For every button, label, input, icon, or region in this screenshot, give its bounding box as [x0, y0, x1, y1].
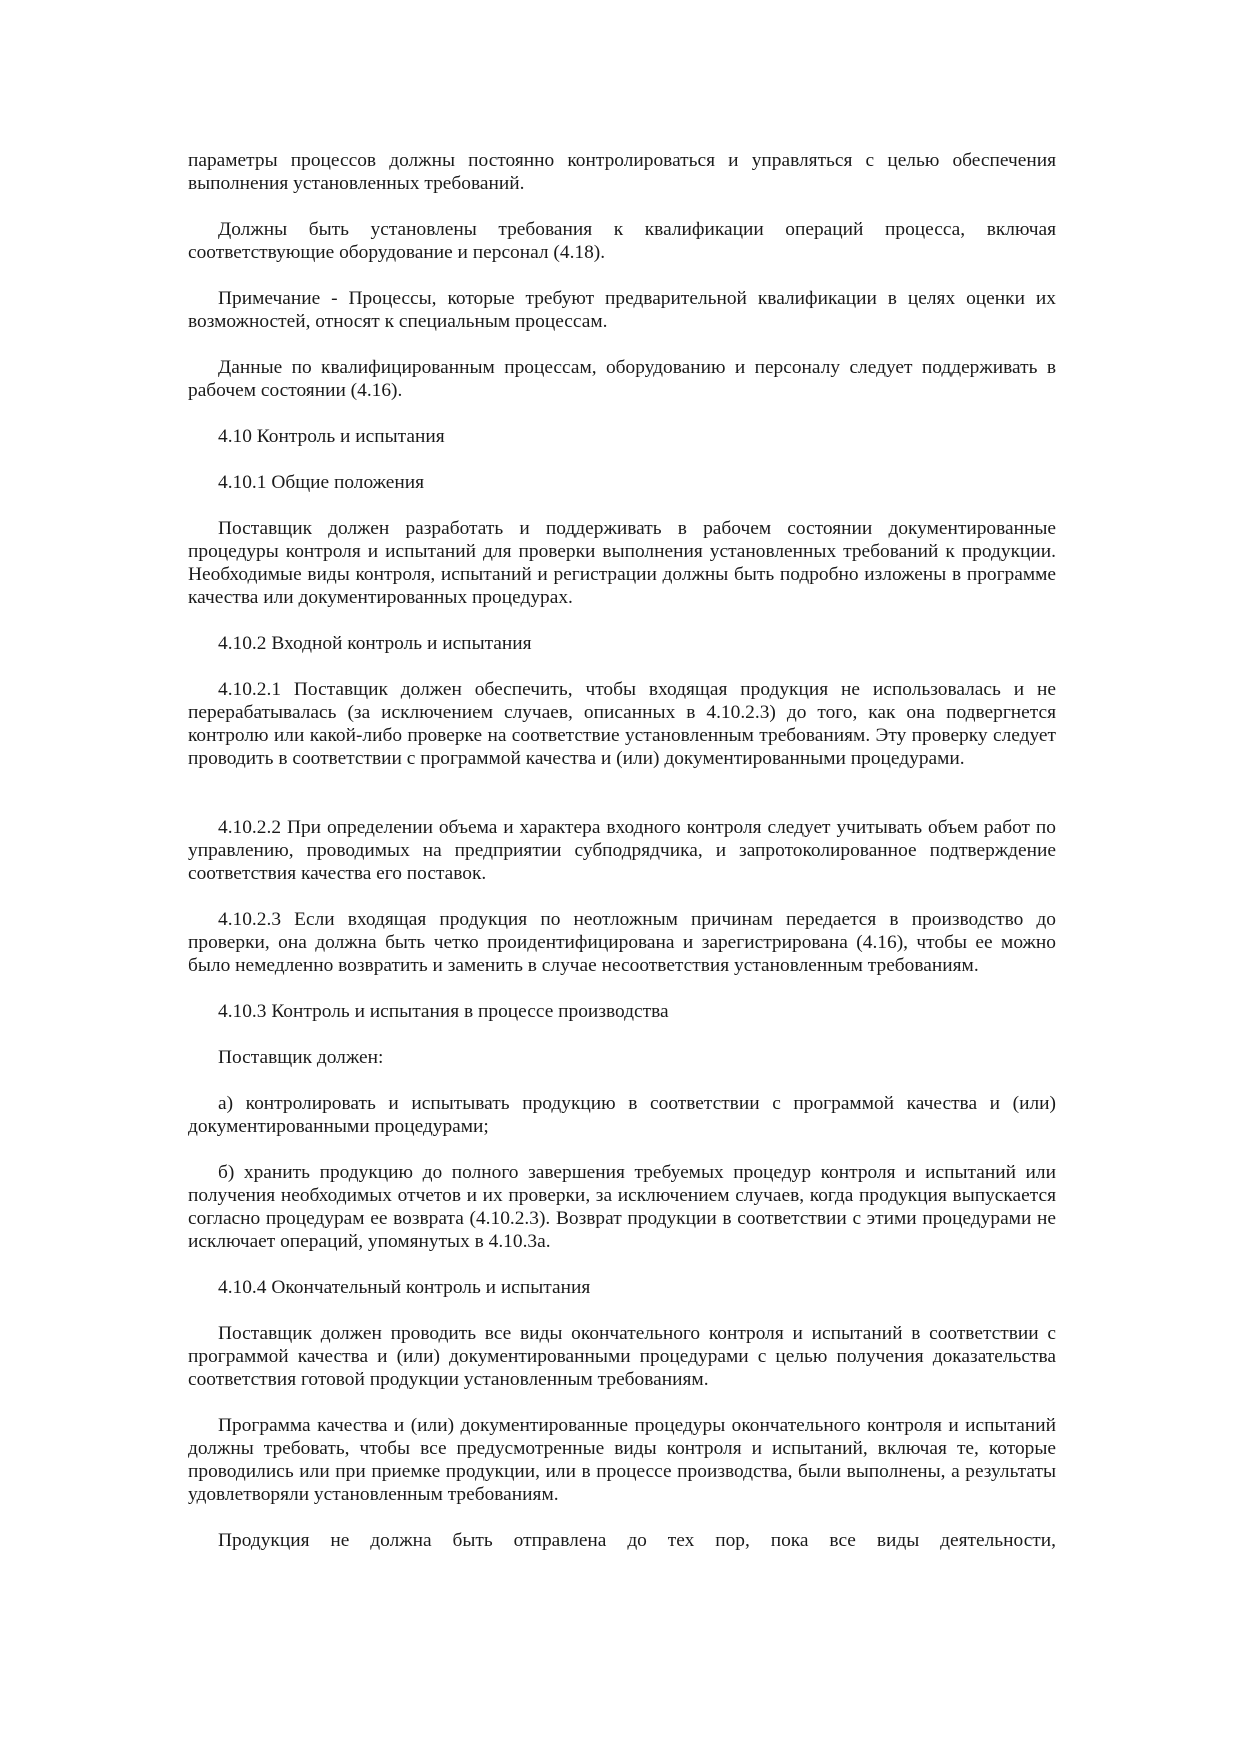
paragraph-4-10-2-1: 4.10.2.1 Поставщик должен обеспечить, чтобы входящая продукция не использовалась и не перерабатывалась (за исключением случаев, описанных в 4.10.2.3) до того, как она подвергнется контролю или какой-либо проверке на соответствие установленным требованиям. Эту проверку следует проводить в соответствии с программой качества и (или) документированными процедурами.: [188, 679, 1056, 769]
paragraph-supplier-must: Поставщик должен:: [218, 1047, 384, 1068]
section-heading-4-10: 4.10 Контроль и испытания: [218, 426, 445, 447]
section-heading-4-10-3: 4.10.3 Контроль и испытания в процессе производства: [218, 1001, 669, 1022]
paragraph-final-inspection: Поставщик должен проводить все виды окончательного контроля и испытаний в соответствии с программой качества и (или) документированными процедурами с целью получения доказательства соответствия готовой продукции установленным требованиям.: [188, 1323, 1056, 1390]
document-page: [188, 149, 1056, 1552]
section-heading-4-10-4: 4.10.4 Окончательный контроль и испытания: [218, 1277, 591, 1298]
paragraph-note-special-processes: Примечание - Процессы, которые требуют предварительной квалификации в целях оценки их возможностей, относят к специальным процессам.: [188, 288, 1056, 332]
paragraph-process-parameters: параметры процессов должны постоянно контролироваться и управляться с целью обеспечения выполнения установленных требований.: [188, 150, 1056, 194]
paragraph-qualified-processes-data: Данные по квалифицированным процессам, оборудованию и персоналу следует поддерживать в рабочем состоянии (4.16).: [188, 357, 1056, 401]
list-item-b: б) хранить продукцию до полного завершения требуемых процедур контроля и испытаний или получения необходимых отчетов и их проверки, за исключением случаев, когда продукция выпускается согласно процедурам ее возврата (4.10.2.3). Возврат продукции в соответствии с этими процедурами не исключает операций, упомянутых в 4.10.3а.: [188, 1162, 1056, 1252]
paragraph-quality-program: Программа качества и (или) документированные процедуры окончательного контроля и испытаний должны требовать, чтобы все предусмотренные виды контроля и испытаний, включая те, которые проводились или при приемке продукции, или в процессе производства, были выполнены, а результаты удовлетворяли установленным требованиям.: [188, 1415, 1056, 1505]
section-heading-4-10-1: 4.10.1 Общие положения: [218, 472, 425, 493]
paragraph-product-shipping: Продукция не должна быть отправлена до тех пор, пока все виды деятельности,: [218, 1530, 1056, 1551]
paragraph-qualification-requirements: Должны быть установлены требования к квалификации операций процесса, включая соответствующие оборудование и персонал (4.18).: [188, 219, 1056, 263]
list-item-a: а) контролировать и испытывать продукцию в соответствии с программой качества и (или) документированными процедурами;: [188, 1093, 1056, 1137]
paragraph-4-10-2-3: 4.10.2.3 Если входящая продукция по неотложным причинам передается в производство до проверки, она должна быть четко проидентифицирована и зарегистрирована (4.16), чтобы ее можно было немедленно возвратить и заменить в случае несоответствия установленным требованиям.: [188, 909, 1056, 976]
section-heading-4-10-2: 4.10.2 Входной контроль и испытания: [218, 633, 532, 654]
paragraph-general-provisions: Поставщик должен разработать и поддерживать в рабочем состоянии документированные процедуры контроля и испытаний для проверки выполнения установленных требований к продукции. Необходимые виды контроля, испытаний и регистрации должны быть подробно изложены в программе качества или документированных процедурах.: [188, 518, 1056, 608]
paragraph-4-10-2-2: 4.10.2.2 При определении объема и характера входного контроля следует учитывать объем работ по управлению, проводимых на предприятии субподрядчика, и запротоколированное подтверждение соответствия качества его поставок.: [188, 817, 1056, 884]
